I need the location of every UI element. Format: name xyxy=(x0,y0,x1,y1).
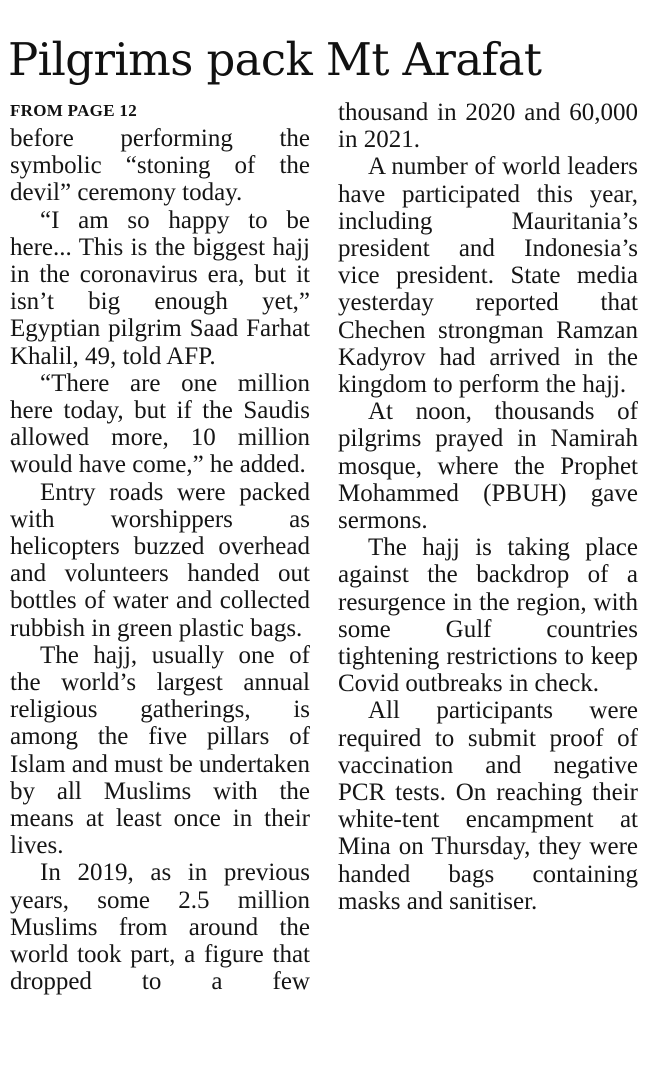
paragraph-1: before performing the symbolic “stoning of the devil” ceremony today. xyxy=(10,125,310,207)
paragraph-4: Entry roads were packed with worshippers as helicopters buzzed overhead and volunteers handed out bottles of water and collected rubbish in green plastic bags. xyxy=(10,478,310,642)
paragraph-5: The hajj, usually one of the world’s largest annual religious gatherings, is among the five pillars of Islam and must be undertaken by all Muslims with the means at least once in their lives. xyxy=(10,641,310,860)
paragraph-6-part-2: thousand in 2020 and 60,000 in 2021. xyxy=(338,99,638,154)
paragraph-2: “I am so happy to be here... This is the biggest hajj in the coronavirus era, but it isn’t big enough yet,” Egyptian pilgrim Saad Farhat Khalil, 49, told AFP. xyxy=(10,206,310,370)
article-column-left xyxy=(10,99,310,996)
paragraph-8: At noon, thousands of pilgrims prayed in Namirah mosque, where the Prophet Mohammed (PBUH) gave sermons. xyxy=(338,398,638,535)
paragraph-7: A number of world leaders have participated this year, including Mauritania’s president and Indonesia’s vice president. State media yesterday reported that Chechen strongman Ramzan Kadyrov had arrived in the kingdom to perform the hajj. xyxy=(338,153,638,399)
paragraph-9: The hajj is taking place against the backdrop of a resurgence in the region, with some Gulf countries tightening restrictions to keep Covid outbreaks in check. xyxy=(338,534,638,698)
paragraph-6-part-1: In 2019, as in previous years, some 2.5 million Muslims from around the world took part, a figure that dropped to a few xyxy=(10,859,310,996)
article-column-right xyxy=(338,99,638,915)
paragraph-10: All participants were required to submit proof of vaccination and negative PCR tests. On reaching their white-tent encampment at Mina on Thursday, they were handed bags containing masks and sanitiser. xyxy=(338,697,638,915)
headline: Pilgrims pack Mt Arafat xyxy=(8,33,542,86)
paragraph-3: “There are one million here today, but if the Saudis allowed more, 10 million would have come,” he added. xyxy=(10,369,310,479)
continuation-kicker: FROM PAGE 12 xyxy=(10,101,137,120)
